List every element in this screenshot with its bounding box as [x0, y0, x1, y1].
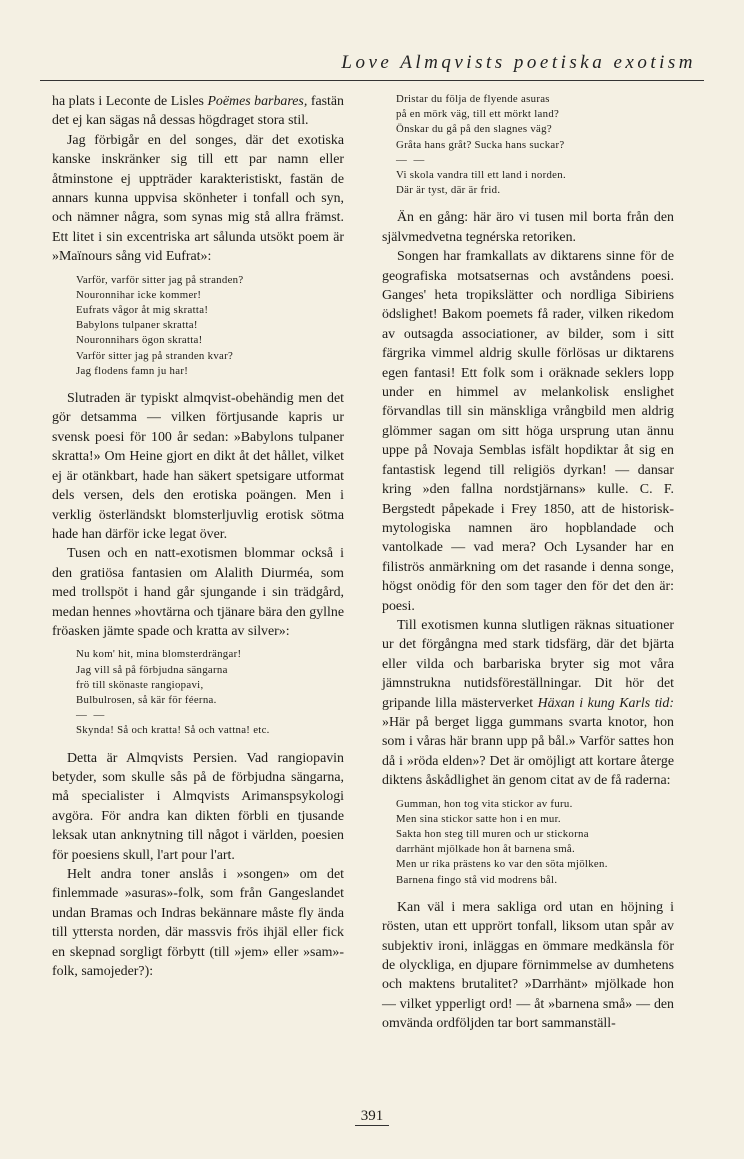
poem-asuras: [396, 92, 674, 198]
page-header: [40, 46, 704, 81]
poem-line: Där är tyst, där är frid.: [396, 184, 501, 197]
paragraph: Helt andra toner anslås i »songen» om det finlemmade »asuras»-folk, som från Gangeslandet undan Bramas och Indras bekännare måste fly ända till yttersta norden, där massvis frös ihjäl eller fick en skepnad sorgligt förbytt (till »jem» eller »sam»-folk, samojeder?):: [52, 867, 344, 980]
poem-line: frö till skönaste rangiopavi,: [76, 678, 204, 691]
page-number: 391: [0, 1108, 744, 1125]
poem-line: Vi skola vandra till ett land i norden.: [396, 169, 566, 182]
poem-haxan: [396, 797, 674, 888]
running-head: Love Almqvists poetiska exotism: [341, 52, 696, 73]
poem-line: Sakta hon steg till muren och ur stickorna: [396, 828, 589, 841]
poem-line: Varför, varför sitter jag på stranden?: [76, 273, 244, 286]
poem-line: Önskar du gå på den slagnes väg?: [396, 123, 552, 136]
poem-line: Varför sitter jag på stranden kvar?: [76, 349, 234, 362]
poem-line: Skynda! Så och kratta! Så och vattna! etc.: [76, 724, 270, 737]
paragraph: Tusen och en natt-exotismen blommar också i den gratiösa fantasien om Alalith Diurméa, som med trollspöt i hand går sjungande i sin trädgård, medan hennes »hovtärna och tjänare bära den gyllne fröasken jämte spade och kratta av silver»:: [52, 546, 344, 639]
poem-line: Eufrats vågor åt mig skratta!: [76, 304, 209, 317]
poem-line: Jag flodens famn ju har!: [76, 364, 189, 377]
poem-line: Barnena fingo stå vid modrens bål.: [396, 873, 558, 886]
poem-line: Men ur rika prästens ko var den söta mjölken.: [396, 858, 608, 871]
poem-ellipsis-dash: — —: [396, 153, 427, 166]
poem-line: darrhänt mjölkade hon åt barnena små.: [396, 843, 575, 856]
right-column: [382, 92, 674, 1034]
paragraph: Slutraden är typiskt almqvist-obehändig men det gör detsamma — vilken förtjusande kapris ur svensk poesi för 100 år sedan: »Babylons tulpaner skratta!» Om Heine gjort en dikt åt det hållet, vilket ej är otänkbart, hade han säkert spetsigare utformat dels versen, dels den erotiska poängen. Men i verklig österländskt blomsterljuvlig erotisk sötma hade han därför icke legat över.: [52, 391, 344, 542]
poem-mainour: [76, 273, 344, 379]
poem-line: Nouronnihars ögon skratta!: [76, 334, 203, 347]
poem-line: på en mörk väg, till ett mörkt land?: [396, 108, 560, 121]
poem-line: Babylons tulpaner skratta!: [76, 319, 198, 332]
poem-line: Men sina stickor satte hon i en mur.: [396, 812, 561, 825]
poem-line: Nouronnihar icke kommer!: [76, 288, 202, 301]
poem-line: Gumman, hon tog vita stickor av furu.: [396, 797, 573, 810]
poem-line: Jag vill så på förbjudna sängarna: [76, 663, 228, 676]
poem-line: Bulbulrosen, så kär för féerna.: [76, 693, 217, 706]
poem-alalith: [76, 647, 344, 738]
poem-line: Nu kom' hit, mina blomsterdrängar!: [76, 648, 242, 661]
poem-ellipsis-dash: — —: [76, 709, 107, 722]
paragraph: Detta är Almqvists Persien. Vad rangiopavin betyder, som skulle sås på de förbjudna sängarna, må specialister i Almqvists Arimanspsykologi avgöra. För andra kan dikten förbli en tjusande leksak utan anknytning till något i världen, poesien för poesiens skull, l'art pour l'art.: [52, 750, 344, 863]
poem-line: Gråta hans gråt? Sucka hans suckar?: [396, 138, 565, 151]
poem-line: Dristar du följa de flyende asuras: [396, 93, 550, 105]
left-column: [52, 92, 344, 981]
paragraph: Jag förbigår en del songes, där det exotiska kanske inskränker sig till ett par namn eller åtminstone ej uppträder karakteristiskt, fastän de annars kunna uppvisa skönheter i tonfall och syn, och nämner några, som synas mig stå allra främst. Ett litet i sin excentriska art sålunda utsökt poem är »Maïnours sång vid Eufrat»:: [52, 132, 344, 265]
paragraph: Till exotismen kunna slutligen räknas situationer ur det förgångna med stark tidsfärg, där det bjärta eller vilda och barbariska bryter sig mot våra jämnstrukna nutidsföreställningar. Dit hör det gripande lilla mästerverket Häxan i kung Karls tid: »Här på berget ligga gummans svarta knotor, hon som i våras här brann upp på bål.» Varför sattes hon då i »röda elden»? Det är omöjligt att kortare återge diktens åskådlighet än genom citat av de få raderna:: [382, 617, 674, 789]
paragraph: Än en gång: här äro vi tusen mil borta från den självmedvetna tegnérska retoriken.: [382, 210, 674, 245]
paragraph: Kan väl i mera sakliga ord utan en höjning i rösten, utan ett upprört tonfall, liksom utan spår av subjektiv ironi, inläggas en ömmare medkänsla för de olyckliga, en djupare förnimmelse av dumhetens och maktens brutalitet? »Darrhänt» mjölkade hon — vilket ypperligt ord! — åt »barnena små» — den omvända ordföljden tar bort sammanställ-: [382, 899, 674, 1032]
paragraph: Songen har framkallats av diktarens sinne för de geografiska motsatsernas och avståndens poesi. Ganges' heta tropikslätter och nordliga Sibiriens ödslighet! Bakom poemets få rader, vilken rikedom av outsagda associationer, av bilder, som i sitt färgrika vimmel aldrig skulle förlösas ur diktarens egen fantasi! Ett folk som i oräknade seklers lopp under en himmel av melankolisk enslighet förvandlas till sin mänskliga vrångbild men aldrig glömmer sagan om sitt höga ursprung utan ännu uppe på Novaja Semblas isfält hopdiktar åt sig en fantastisk legend till religiös dyrkan! — dansar kring »den fallna nordstjärnans» kulle. C. F. Bergstedt påpekade i Frey 1850, att de historisk-mytologiska namnen äro hopblandade och vantolkade — vad mera? Och Lysander har en filiströs anmärkning om det rasande i denna songe, högst onödig för den som tager den för det den är: poesi.: [382, 249, 674, 614]
paragraph: ha plats i Leconte de Lisles Poëmes barbares, fastän det ej kan sägas nå dessas högdraget stora stil.: [52, 94, 344, 129]
